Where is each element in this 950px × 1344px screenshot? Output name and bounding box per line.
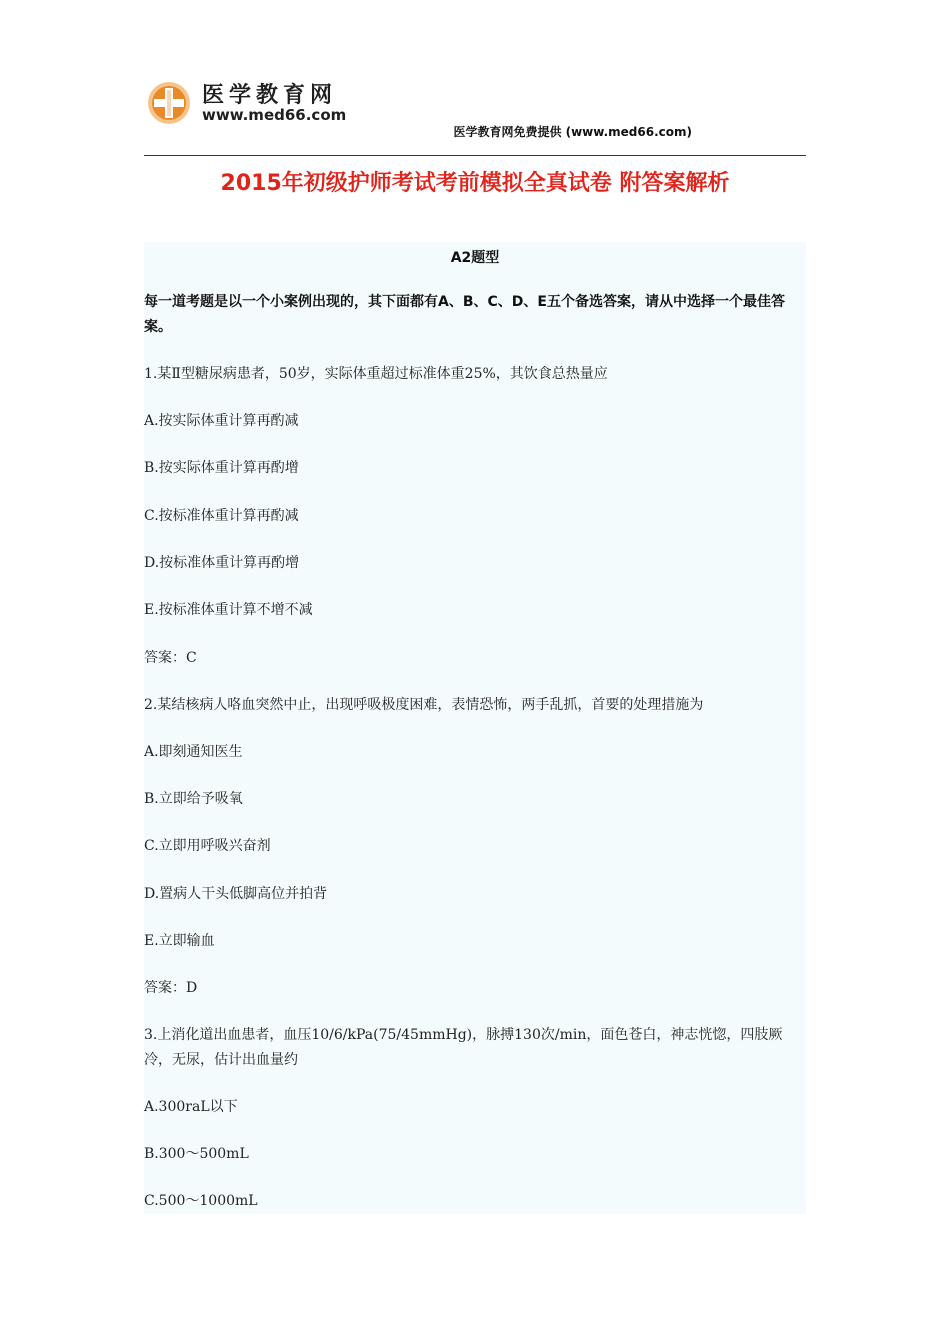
exam-content bbox=[144, 242, 806, 1214]
question-stem: 2.某结核病人咯血突然中止，出现呼吸极度困难，表情恐怖，两手乱抓，首要的处理措施为 bbox=[144, 697, 704, 713]
answer-option: A.即刻通知医生 bbox=[144, 744, 243, 760]
provider-note: 医学教育网免费提供 (www.med66.com) bbox=[453, 125, 692, 139]
document-title: 2015年初级护师考试考前模拟全真试卷 附答案解析 bbox=[220, 171, 730, 196]
question-stem: 1.某Ⅱ型糖尿病患者，50岁，实际体重超过标准体重25%，其饮食总热量应 bbox=[144, 366, 608, 382]
correct-answer: 答案：C bbox=[144, 650, 197, 666]
logo-url: www.med66.com bbox=[202, 106, 347, 124]
answer-option: D.按标准体重计算再酌增 bbox=[144, 555, 300, 571]
answer-option: B.立即给予吸氧 bbox=[144, 791, 243, 807]
section-heading: A2题型 bbox=[450, 250, 500, 266]
answer-option: A.按实际体重计算再酌减 bbox=[144, 413, 299, 429]
medical-cross-logo-icon bbox=[146, 80, 192, 126]
header-divider bbox=[144, 155, 806, 156]
answer-option: C.按标准体重计算再酌减 bbox=[144, 508, 299, 524]
answer-option: C.500～1000mL bbox=[144, 1193, 258, 1209]
answer-option: E.立即输血 bbox=[144, 933, 215, 949]
site-logo[interactable] bbox=[144, 76, 384, 128]
correct-answer: 答案：D bbox=[144, 980, 198, 996]
answer-option: B.300～500mL bbox=[144, 1146, 249, 1162]
question-stem: 3.上消化道出血患者，血压10/6/kPa(75/45mmHg)，脉搏130次/min，面色苍白，神志恍惚，四肢厥冷，无尿，估计出血量约 bbox=[144, 1027, 783, 1068]
answer-option: D.置病人干头低脚高位并拍背 bbox=[144, 886, 328, 902]
answer-option: C.立即用呼吸兴奋剂 bbox=[144, 838, 271, 854]
page-header bbox=[144, 76, 806, 160]
answer-option: E.按标准体重计算不增不减 bbox=[144, 602, 313, 618]
section-instructions: 每一道考题是以一个小案例出现的，其下面都有A、B、C、D、E五个备选答案，请从中选择一个最佳答案。 bbox=[144, 294, 785, 335]
answer-option: A.300raL以下 bbox=[144, 1099, 238, 1115]
answer-option: B.按实际体重计算再酌增 bbox=[144, 460, 299, 476]
logo-name: 医学教育网 bbox=[202, 83, 338, 108]
